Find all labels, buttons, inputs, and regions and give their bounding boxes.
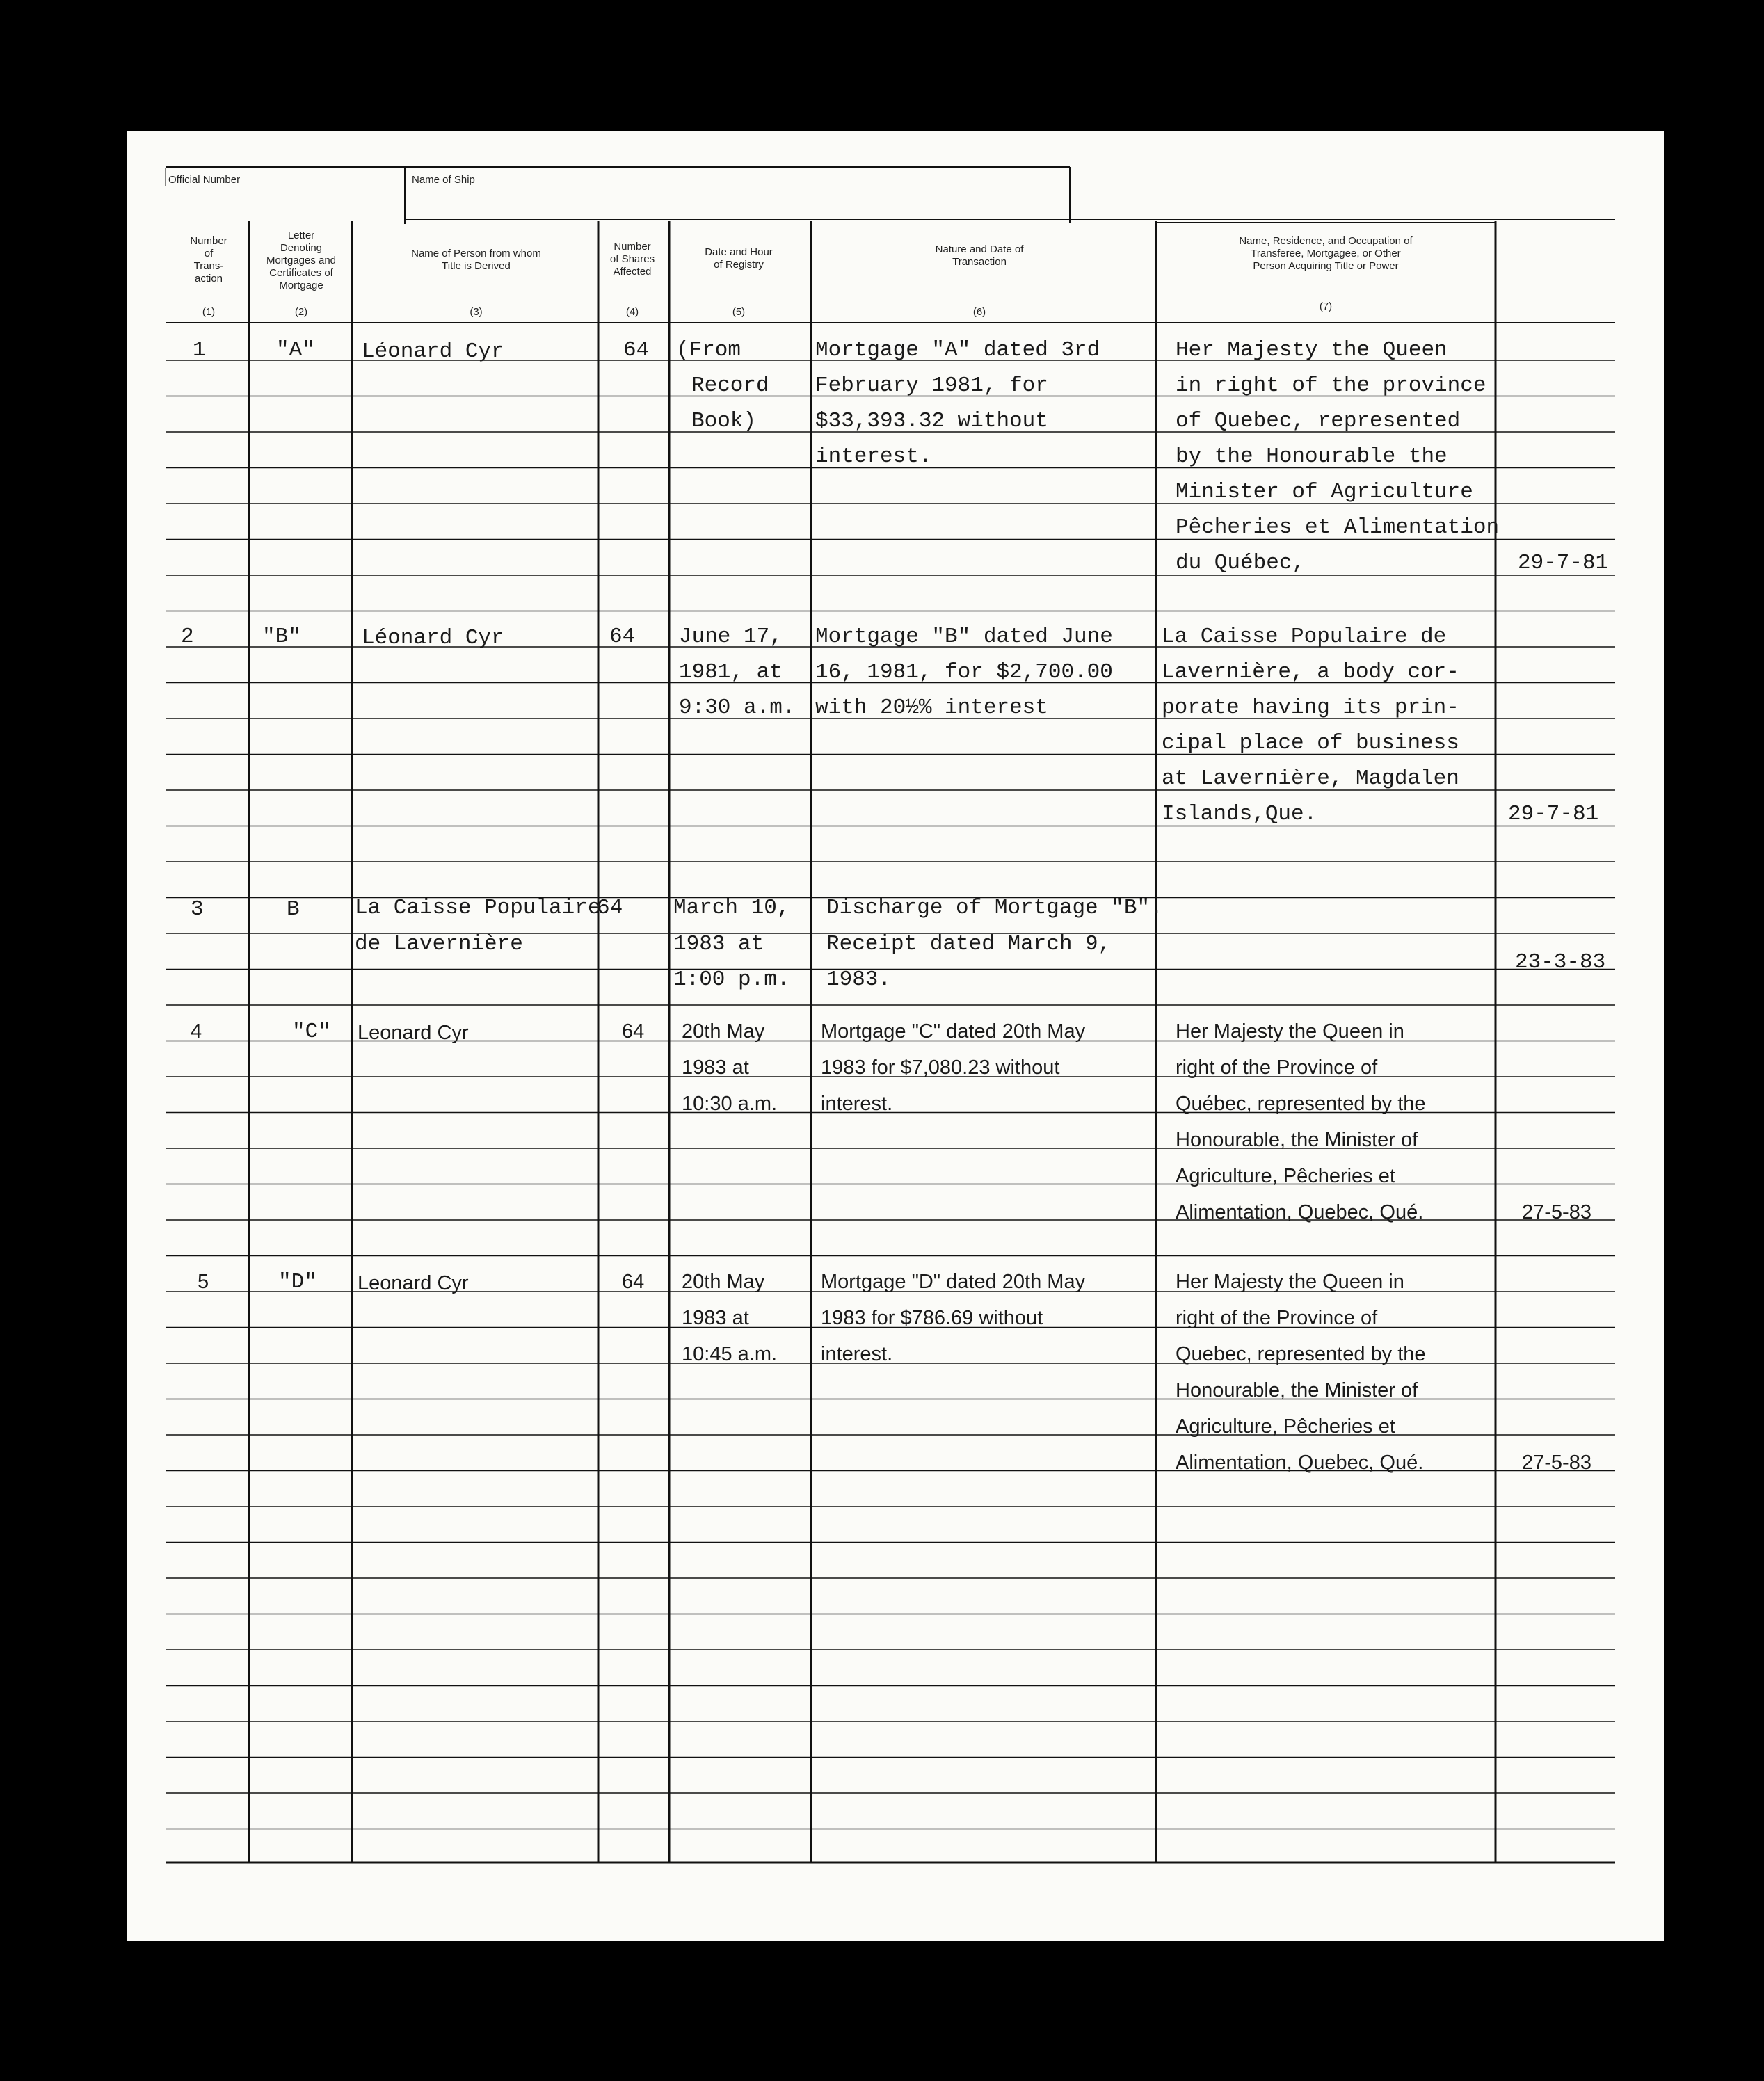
entry1-date-l3: Book) bbox=[691, 409, 757, 433]
entry5-nature-l2: 1983 for $786.69 without bbox=[821, 1307, 1043, 1329]
entry1-person: Léonard Cyr bbox=[362, 339, 504, 364]
entry2-letter: "B" bbox=[262, 625, 301, 649]
entry4-entry-date: 27-5-83 bbox=[1522, 1201, 1591, 1223]
entry3-person-l2: de Lavernière bbox=[355, 932, 523, 956]
entry3-person-l1: La Caisse Populaire bbox=[355, 896, 601, 920]
col2-header: Letter Denoting Mortgages and Certificates of Mortgage bbox=[266, 230, 337, 291]
entry1-date-l2: Record bbox=[691, 373, 769, 398]
entry3-shares: 64 bbox=[597, 896, 623, 920]
entry5-shares: 64 bbox=[622, 1271, 645, 1293]
entry4-number: 4 bbox=[191, 1020, 202, 1043]
entry2-date-l2: 1981, at bbox=[679, 660, 783, 684]
entry2-date-l3: 9:30 a.m. bbox=[679, 696, 796, 720]
entry1-transferee-l5: Minister of Agriculture bbox=[1176, 480, 1473, 504]
entry5-transferee-l1: Her Majesty the Queen in bbox=[1176, 1271, 1404, 1293]
entry5-person: Leonard Cyr bbox=[358, 1272, 469, 1294]
entry3-number: 3 bbox=[191, 897, 204, 922]
entry1-transferee-l1: Her Majesty the Queen bbox=[1176, 338, 1448, 362]
entry1-nature-l1: Mortgage "A" dated 3rd bbox=[815, 338, 1100, 362]
entry1-nature-l2: February 1981, for bbox=[815, 373, 1048, 398]
entry4-transferee-l1: Her Majesty the Queen in bbox=[1176, 1020, 1404, 1043]
entry1-entry-date: 29-7-81 bbox=[1518, 551, 1609, 575]
official-number-label: Official Number bbox=[168, 174, 241, 186]
entry3-nature-l2: Receipt dated March 9, bbox=[826, 932, 1112, 956]
entry1-transferee-l6: Pêcheries et Alimentation bbox=[1176, 515, 1500, 540]
entry5-number: 5 bbox=[198, 1271, 209, 1293]
entry1-shares: 64 bbox=[623, 338, 650, 362]
entry5-date-l3: 10:45 a.m. bbox=[682, 1343, 778, 1365]
entry4-nature-l1: Mortgage "C" dated 20th May bbox=[821, 1020, 1086, 1043]
entry5-entry-date: 27-5-83 bbox=[1522, 1452, 1591, 1474]
entry2-transferee-l2: Lavernière, a body cor- bbox=[1162, 660, 1459, 684]
entry3-date-l1: March 10, bbox=[673, 896, 790, 920]
entry5-transferee-l2: right of the Province of bbox=[1176, 1307, 1378, 1329]
entry4-date-l2: 1983 at bbox=[682, 1056, 749, 1079]
entry2-nature-l1: Mortgage "B" dated June bbox=[815, 625, 1113, 649]
entry4-date-l1: 20th May bbox=[682, 1020, 765, 1043]
entry4-person: Leonard Cyr bbox=[358, 1022, 469, 1044]
entry1-transferee-l2: in right of the province bbox=[1176, 373, 1486, 398]
col4-header: Number of Shares Affected bbox=[609, 241, 655, 278]
entry2-nature-l3: with 20½% interest bbox=[815, 696, 1048, 720]
entry5-date-l1: 20th May bbox=[682, 1271, 765, 1293]
col3-number: (3) bbox=[470, 306, 483, 318]
entry1-transferee-l4: by the Honourable the bbox=[1176, 444, 1448, 469]
entry3-nature-l1: Discharge of Mortgage "B". bbox=[826, 896, 1163, 920]
entry4-transferee-l5: Agriculture, Pêcheries et bbox=[1176, 1165, 1395, 1187]
col7-number: (7) bbox=[1319, 300, 1333, 312]
entry4-transferee-l4: Honourable, the Minister of bbox=[1176, 1129, 1418, 1151]
entry1-transferee-l3: of Quebec, represented bbox=[1176, 409, 1461, 433]
col6-header: Nature and Date of Transaction bbox=[935, 243, 1024, 268]
entry1-number: 1 bbox=[193, 338, 206, 362]
entry5-date-l2: 1983 at bbox=[682, 1307, 749, 1329]
col1-header: Number of Trans- action bbox=[190, 235, 227, 284]
entry2-transferee-l4: cipal place of business bbox=[1162, 731, 1459, 755]
entry1-transferee-l7: du Québec, bbox=[1176, 551, 1306, 575]
col6-number: (6) bbox=[972, 306, 986, 318]
col2-number: (2) bbox=[294, 306, 308, 318]
entry5-letter: "D" bbox=[278, 1270, 317, 1294]
entry5-nature-l3: interest. bbox=[821, 1343, 893, 1365]
entry3-date-l2: 1983 at bbox=[673, 932, 764, 956]
entry2-transferee-l3: porate having its prin- bbox=[1162, 696, 1459, 720]
entry3-entry-date: 23-3-83 bbox=[1515, 950, 1606, 974]
entry2-shares: 64 bbox=[609, 625, 636, 649]
entry2-entry-date: 29-7-81 bbox=[1508, 802, 1599, 826]
entry2-transferee-l1: La Caisse Populaire de bbox=[1162, 625, 1447, 649]
name-of-ship-label: Name of Ship bbox=[412, 174, 475, 186]
entry4-shares: 64 bbox=[622, 1020, 645, 1043]
entry5-nature-l1: Mortgage "D" dated 20th May bbox=[821, 1271, 1086, 1293]
entry5-transferee-l3: Quebec, represented by the bbox=[1176, 1343, 1426, 1365]
entry2-nature-l2: 16, 1981, for $2,700.00 bbox=[815, 660, 1113, 684]
entry3-date-l3: 1:00 p.m. bbox=[673, 967, 790, 992]
col4-number: (4) bbox=[625, 306, 639, 318]
entry4-transferee-l6: Alimentation, Quebec, Qué. bbox=[1176, 1201, 1424, 1223]
entry3-letter: B bbox=[287, 897, 300, 922]
entry5-transferee-l5: Agriculture, Pêcheries et bbox=[1176, 1415, 1395, 1438]
entry1-letter: "A" bbox=[276, 338, 315, 362]
entry4-transferee-l2: right of the Province of bbox=[1176, 1056, 1378, 1079]
entry4-date-l3: 10:30 a.m. bbox=[682, 1093, 778, 1115]
entry4-nature-l3: interest. bbox=[821, 1093, 893, 1115]
entry2-transferee-l6: Islands,Que. bbox=[1162, 802, 1317, 826]
entry1-nature-l3: $33,393.32 without bbox=[815, 409, 1048, 433]
entry1-nature-l4: interest. bbox=[815, 444, 932, 469]
entry4-nature-l2: 1983 for $7,080.23 without bbox=[821, 1056, 1060, 1079]
entry5-transferee-l4: Honourable, the Minister of bbox=[1176, 1379, 1418, 1401]
col7-header: Name, Residence, and Occupation of Transferee, Mortgagee, or Other Person Acquiring Title or Power bbox=[1239, 235, 1413, 272]
col3-header: Name of Person from whom Title is Derived bbox=[411, 248, 541, 272]
entry2-transferee-l5: at Lavernière, Magdalen bbox=[1162, 766, 1459, 791]
entry4-letter: "C" bbox=[292, 1020, 331, 1044]
entry5-transferee-l6: Alimentation, Quebec, Qué. bbox=[1176, 1452, 1424, 1474]
col5-header: Date and Hour of Registry bbox=[705, 246, 773, 271]
entry4-transferee-l3: Québec, represented by the bbox=[1176, 1093, 1426, 1115]
col5-number: (5) bbox=[732, 306, 746, 318]
entry3-nature-l3: 1983. bbox=[826, 967, 892, 992]
entry2-person: Léonard Cyr bbox=[362, 626, 504, 650]
entry2-date-l1: June 17, bbox=[679, 625, 783, 649]
entry1-date-l1: (From bbox=[676, 338, 741, 362]
register-page bbox=[127, 131, 1664, 1941]
entry2-number: 2 bbox=[181, 625, 194, 649]
col1-number: (1) bbox=[202, 306, 216, 318]
